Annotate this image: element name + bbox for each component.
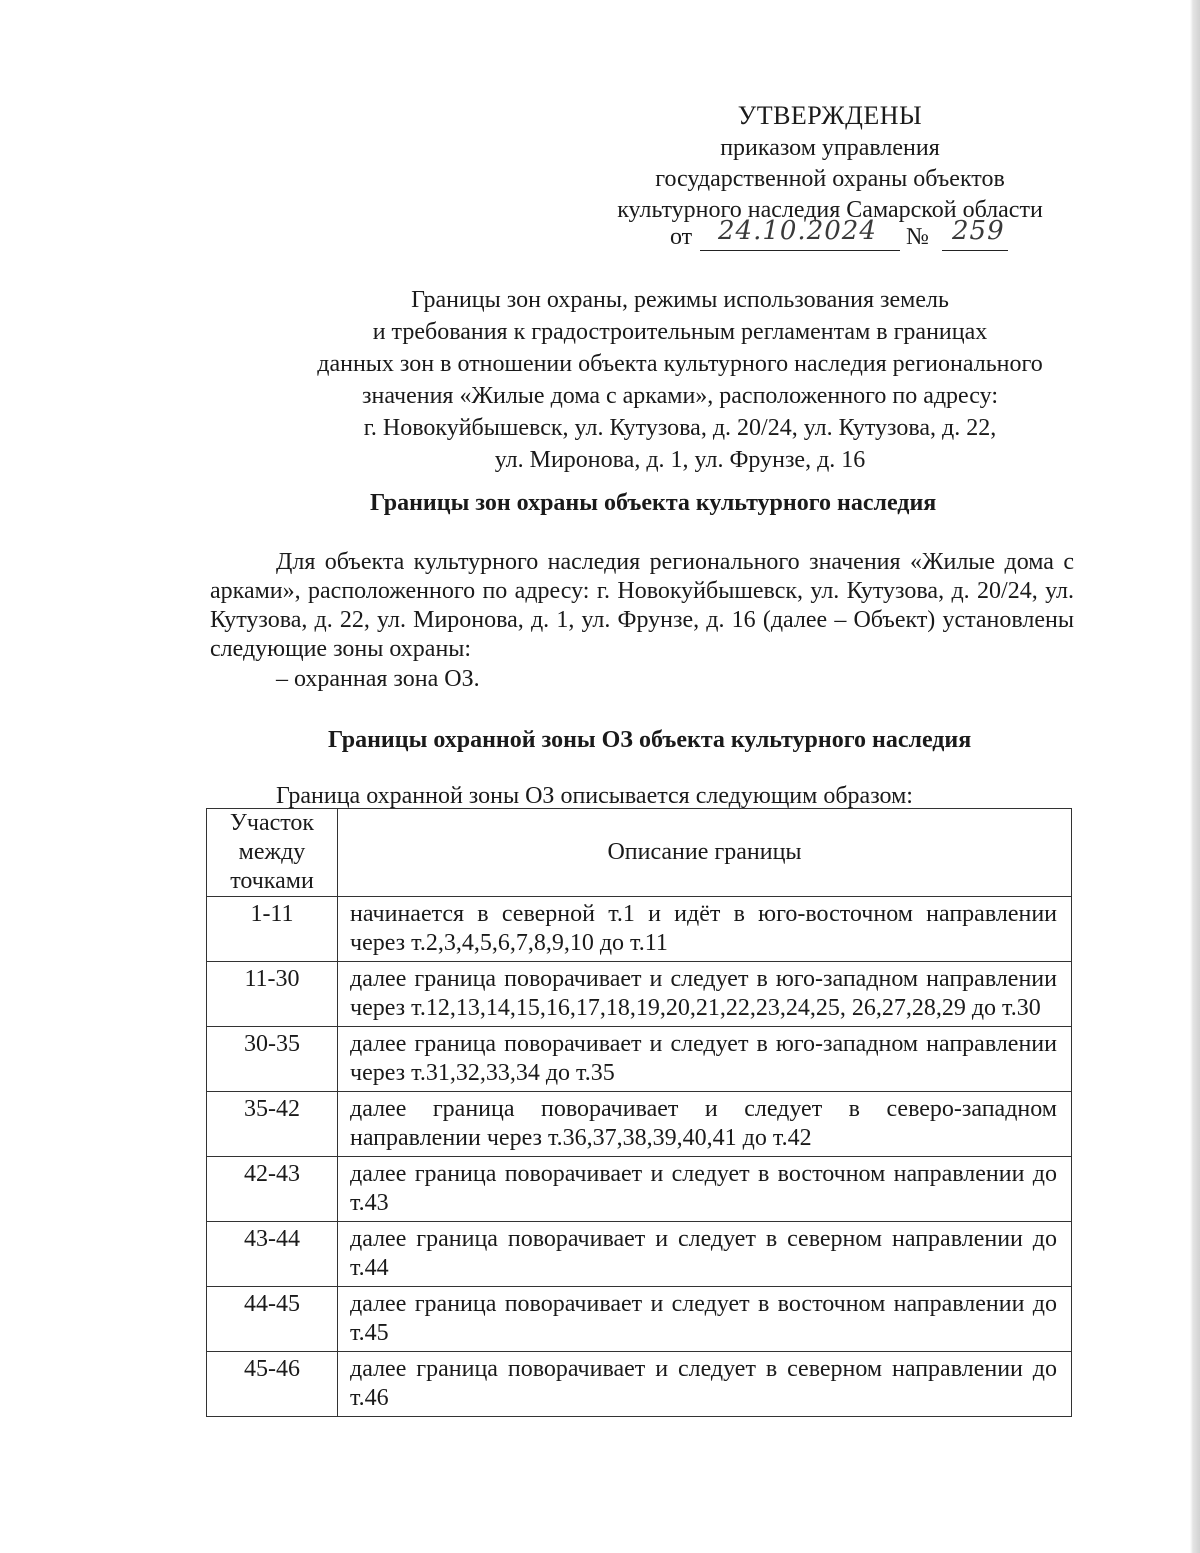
approval-line-1: приказом управления <box>720 135 940 161</box>
approval-line-3: культурного наследия Самарской области <box>617 197 1043 223</box>
document-title-line-6: ул. Миронова, д. 1, ул. Фрунзе, д. 16 <box>494 447 866 473</box>
zones-bullet-item: – охранная зона ОЗ. <box>276 666 480 692</box>
segment-cell: 45-46 <box>207 1352 338 1417</box>
table-row <box>207 897 1072 962</box>
approval-title: УТВЕРЖДЕНЫ <box>737 101 923 130</box>
document-title-line-2: и требования к градостроительным регламентам в границах <box>372 319 988 345</box>
segment-cell: 35-42 <box>207 1092 338 1157</box>
description-cell: далее граница поворачивает и следует в юго-западном направлении через т.12,13,14,15,16,17,18,19,20,21,22,23,24,25, 26,27,28,29 до т.30 <box>338 962 1072 1027</box>
document-title-line-4: значения «Жилые дома с арками», расположенного по адресу: <box>362 383 998 409</box>
table-row <box>207 1287 1072 1352</box>
header-segment: Участок между точками <box>207 809 338 897</box>
description-cell: далее граница поворачивает и следует в северном направлении до т.46 <box>338 1352 1072 1417</box>
segment-cell: 30-35 <box>207 1027 338 1092</box>
segment-cell: 11-30 <box>207 962 338 1027</box>
section-heading-zones: Границы зон охраны объекта культурного наследия <box>370 490 937 516</box>
order-from-label: от <box>670 224 693 250</box>
section-heading-oz: Границы охранной зоны ОЗ объекта культурного наследия <box>328 727 972 753</box>
description-cell: далее граница поворачивает и следует в юго-западном направлении через т.31,32,33,34 до т.35 <box>338 1027 1072 1092</box>
order-number-label: № <box>906 224 929 250</box>
document-title-line-3: данных зон в отношении объекта культурного наследия регионального <box>317 351 1043 377</box>
order-date-field <box>700 218 900 251</box>
zones-paragraph: Для объекта культурного наследия регионального значения «Жилые дома с арками», расположенного по адресу: г. Новокуйбышевск, ул. Кутузова, д. 20/24, ул. Кутузова, д. 22, ул. Миронова, д. 1, ул. Фрунзе, д. 16 (далее – Объект) установлены следующие зоны охраны: <box>210 549 1074 662</box>
segment-cell: 44-45 <box>207 1287 338 1352</box>
table-row <box>207 1352 1072 1417</box>
description-cell: далее граница поворачивает и следует в северо-западном направлении через т.36,37,38,39,40,41 до т.42 <box>338 1092 1072 1157</box>
description-cell: далее граница поворачивает и следует в северном направлении до т.44 <box>338 1222 1072 1287</box>
description-cell: начинается в северной т.1 и идёт в юго-восточном направлении через т.2,3,4,5,6,7,8,9,10 до т.11 <box>338 897 1072 962</box>
oz-intro-text: Граница охранной зоны ОЗ описывается следующим образом: <box>276 783 913 809</box>
order-number-field <box>942 218 1008 251</box>
description-cell: далее граница поворачивает и следует в восточном направлении до т.45 <box>338 1287 1072 1352</box>
document-title-line-1: Границы зон охраны, режимы использования земель <box>411 287 949 313</box>
table-row <box>207 1157 1072 1222</box>
header-description: Описание границы <box>338 809 1072 897</box>
table-header-row <box>207 809 1072 897</box>
boundary-table <box>206 808 1072 1417</box>
approval-stamp <box>580 100 1080 226</box>
table-row <box>207 1027 1072 1092</box>
order-date-handwritten: 24.10.2024 <box>718 216 877 246</box>
description-cell: далее граница поворачивает и следует в восточном направлении до т.43 <box>338 1157 1072 1222</box>
table-row <box>207 1092 1072 1157</box>
document-title <box>230 284 1130 476</box>
segment-cell: 43-44 <box>207 1222 338 1287</box>
order-date-number <box>662 218 1042 258</box>
approval-line-2: государственной охраны объектов <box>655 166 1005 192</box>
order-number-handwritten: 259 <box>952 216 1005 246</box>
segment-cell: 1-11 <box>207 897 338 962</box>
table-row <box>207 962 1072 1027</box>
table-row <box>207 1222 1072 1287</box>
segment-cell: 42-43 <box>207 1157 338 1222</box>
document-title-line-5: г. Новокуйбышевск, ул. Кутузова, д. 20/24, ул. Кутузова, д. 22, <box>363 415 997 441</box>
scan-edge <box>1100 0 1200 1553</box>
